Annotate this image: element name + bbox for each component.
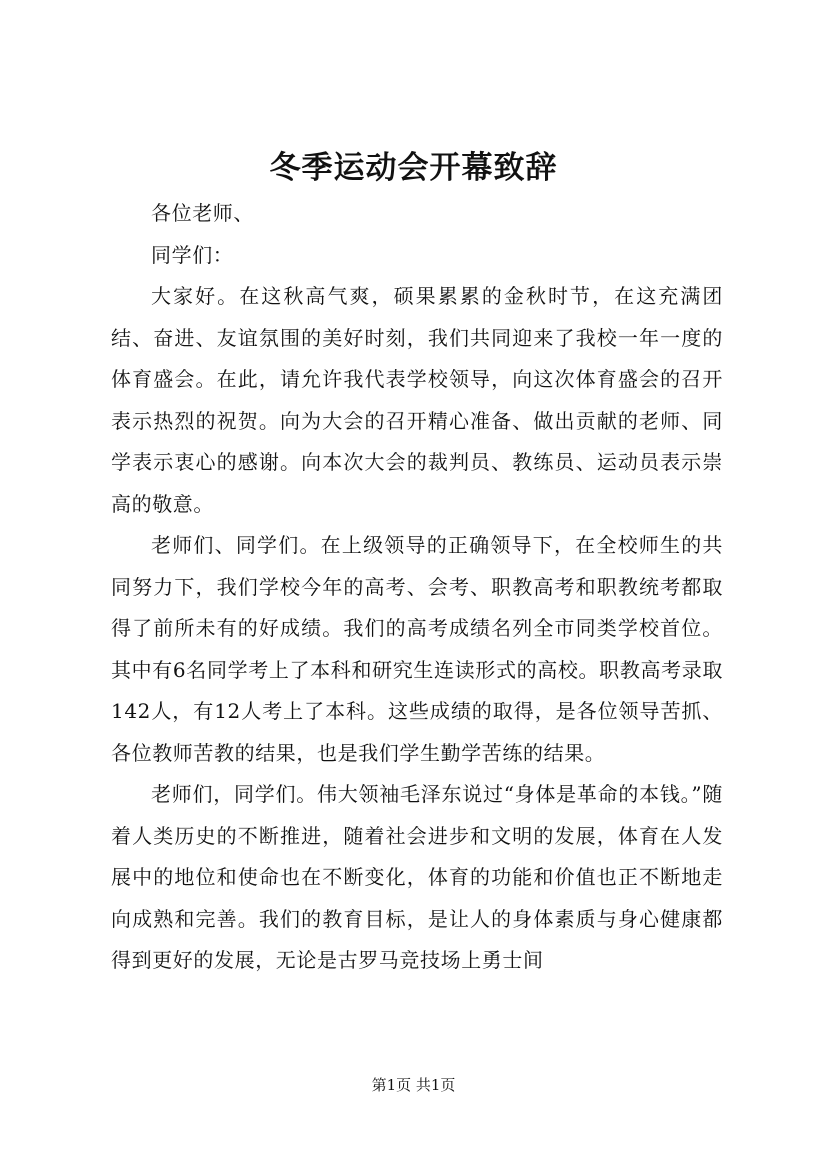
paragraph-sports-value: 老师们，同学们。伟大领袖毛泽东说过“身体是革命的本钱。”随着人类历史的不断推进，随着社会进步和文明的发展，体育在人发展中的地位和使命也在不断变化，体育的功能和价值也正不断地走向成熟和完善。我们的教育目标，是让人的身体素质与身心健康都得到更好的发展，无论是古罗马竞技场上勇士间 (111, 782, 723, 972)
document-title: 冬季运动会开幕致辞 (269, 150, 558, 186)
paragraph-achievements: 老师们、同学们。在上级领导的正确领导下，在全校师生的共同努力下，我们学校今年的高考、会考、职教高考和职教统考都取得了前所未有的好成绩。我们的高考成绩名列全市同类学校首位。其中有6名同学考上了本科和研究生连读形式的高校。职教高考录取142人，有12人考上了本科。这些成绩的取得，是各位领导苦抓、各位教师苦教的结果，也是我们学生勤学苦练的结果。 (111, 533, 723, 765)
page-number-footer: 第1页 共1页 (371, 1076, 456, 1094)
document-body (111, 193, 723, 982)
paragraph-greeting: 大家好。在这秋高气爽，硕果累累的金秋时节，在这充满团结、奋进、友谊氛围的美好时刻，我们共同迎来了我校一年一度的体育盛会。在此，请允许我代表学校领导，向这次体育盛会的召开表示热烈的祝贺。向为大会的召开精心准备、做出贡献的老师、同学表示衷心的感谢。向本次大会的裁判员、教练员、运动员表示崇高的敬意。 (111, 284, 723, 516)
salutation-line-1: 各位老师、 (151, 201, 254, 225)
salutation-line-2: 同学们： (151, 242, 234, 267)
